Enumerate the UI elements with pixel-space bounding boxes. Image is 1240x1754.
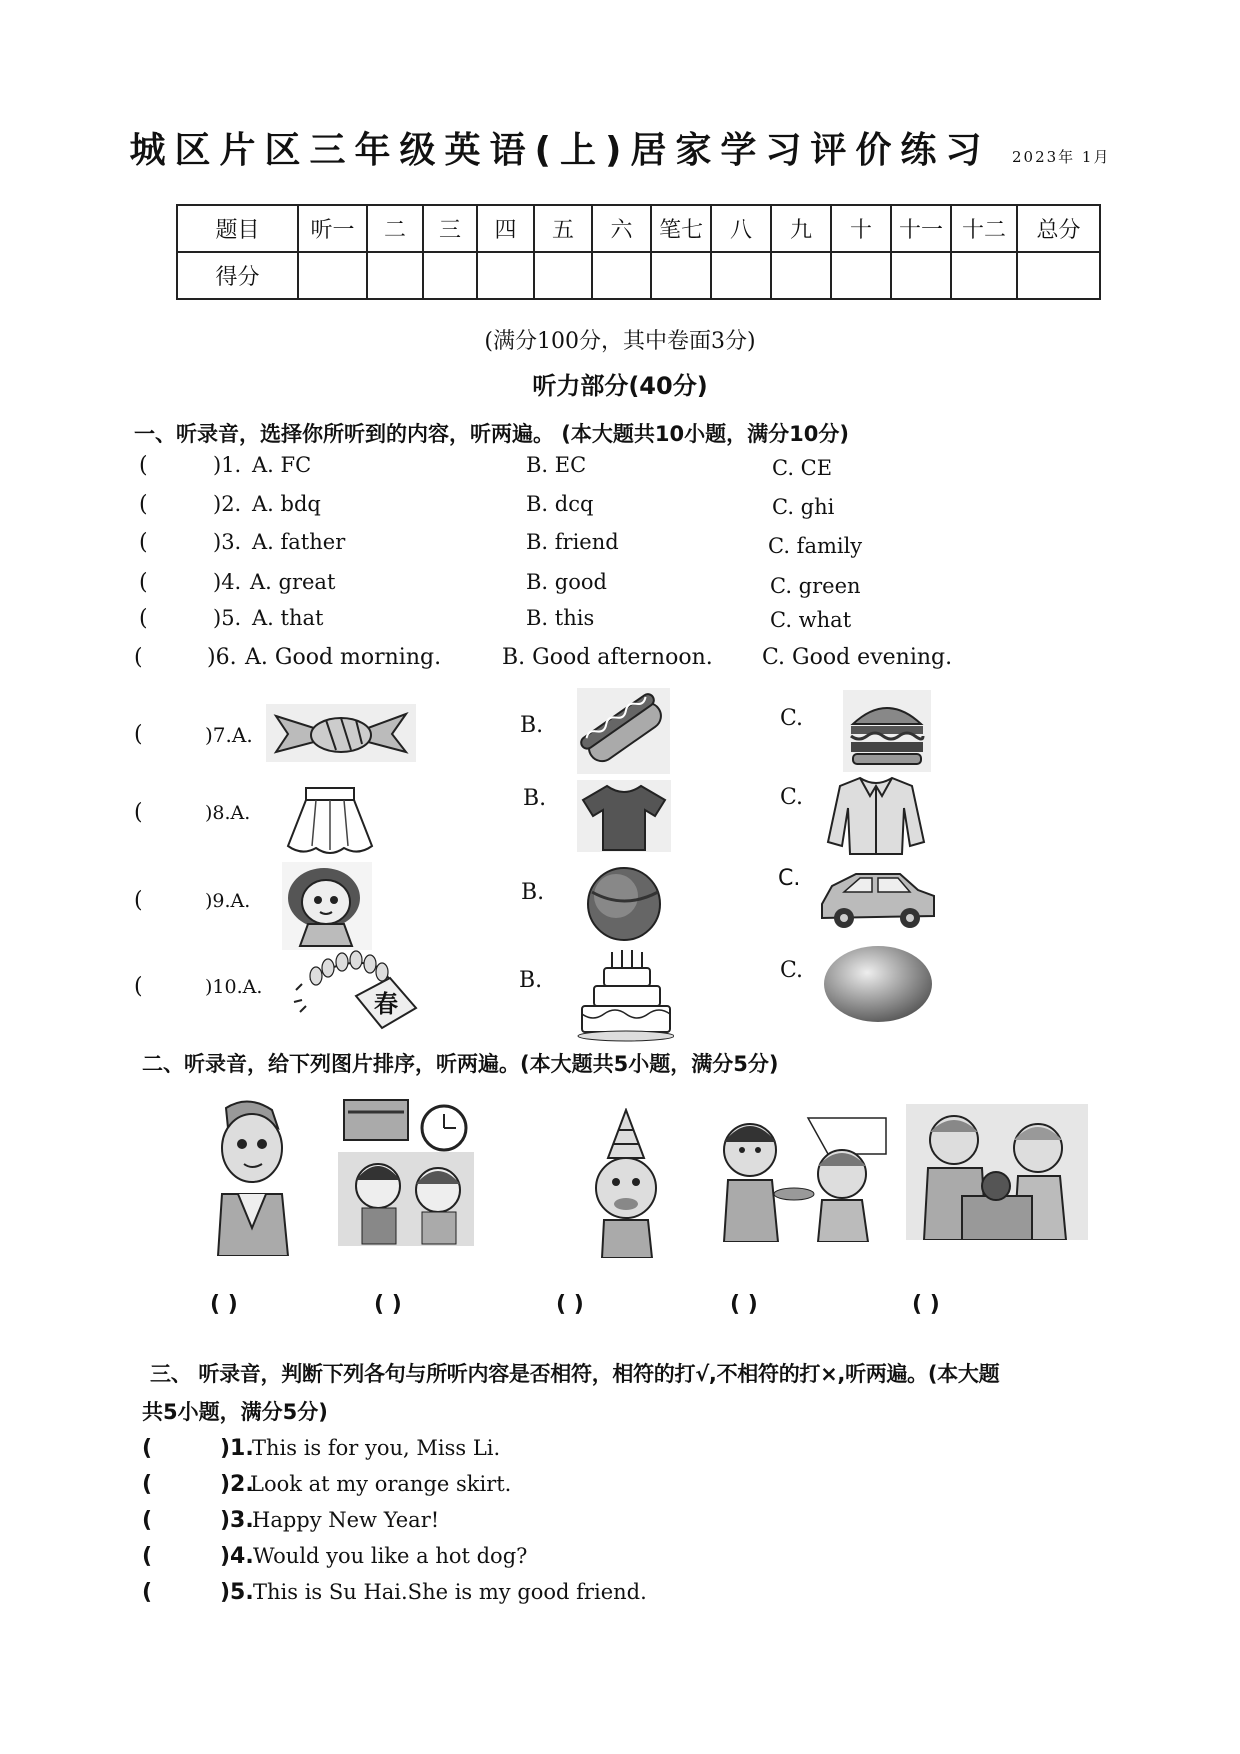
option-c-label: C. xyxy=(780,706,804,731)
answer-blank-paren[interactable]: ( xyxy=(139,606,148,631)
order-blank[interactable]: ( ) xyxy=(730,1292,758,1317)
table-header-cell: 听一 xyxy=(298,205,367,252)
answer-blank-paren[interactable]: ( xyxy=(134,645,143,670)
answer-blank-paren[interactable]: ( xyxy=(142,1544,153,1569)
table-header-cell: 十 xyxy=(831,205,891,252)
order-blank[interactable]: ( ) xyxy=(556,1292,584,1317)
option-b: B. this xyxy=(526,606,595,630)
cake-icon xyxy=(574,948,674,1042)
option-c: C. family xyxy=(768,534,863,558)
table-header-cell: 九 xyxy=(771,205,831,252)
page-title xyxy=(0,122,1240,173)
option-b-label: B. xyxy=(521,880,545,905)
section1-title: 一、听录音，选择你所听到的内容，听两遍。 (本大题共10小题，满分10分) xyxy=(134,422,849,446)
score-cell[interactable] xyxy=(831,252,891,299)
jacket-icon xyxy=(820,772,932,858)
spring-festival-icon xyxy=(290,950,420,1030)
table-header-cell: 四 xyxy=(477,205,534,252)
table-header-cell: 总分 xyxy=(1017,205,1100,252)
hot-dog-icon xyxy=(577,688,670,774)
option-c: C. Good evening. xyxy=(762,645,953,670)
item-number: )1. xyxy=(220,1436,254,1461)
option-b-label: B. xyxy=(523,786,547,811)
sharing-kids-icon xyxy=(708,1110,888,1242)
answer-blank-paren[interactable]: ( xyxy=(142,1508,153,1533)
section3-title-line1: 三、 听录音，判断下列各句与所听内容是否相符，相符的打√,不相符的打×,听两遍。(本大题 xyxy=(150,1362,1000,1386)
exam-date: 2023年 1月 xyxy=(1011,148,1111,166)
question-number: )6. xyxy=(207,645,237,670)
skirt-icon xyxy=(282,784,378,860)
section2-title: 二、听录音，给下列图片排序，听两遍。(本大题共5小题，满分5分) xyxy=(142,1052,779,1076)
option-a: A. that xyxy=(252,606,324,630)
score-row-label: 得分 xyxy=(177,252,298,299)
birthday-boy-icon xyxy=(574,1108,674,1258)
kids-clock-icon xyxy=(338,1096,474,1246)
option-c-label: C. xyxy=(780,785,804,810)
answer-blank-paren[interactable]: ( xyxy=(142,1580,153,1605)
table-header-cell: 题目 xyxy=(177,205,298,252)
question-number: )8.A. xyxy=(205,802,251,824)
doll-icon xyxy=(282,862,372,950)
car-icon xyxy=(814,860,942,938)
answer-blank-paren[interactable]: ( xyxy=(139,570,148,595)
answer-blank-paren[interactable]: ( xyxy=(139,453,148,478)
ball-icon xyxy=(572,852,672,950)
table-header-cell: 六 xyxy=(592,205,651,252)
option-c: C. ghi xyxy=(772,495,835,519)
option-b: B. Good afternoon. xyxy=(502,645,713,670)
option-a: A. FC xyxy=(252,453,312,477)
option-a: A. great xyxy=(250,570,336,594)
answer-blank-paren[interactable]: ( xyxy=(139,530,148,555)
answer-blank-paren[interactable]: ( xyxy=(139,492,148,517)
order-blank[interactable]: ( ) xyxy=(912,1292,940,1317)
girl-portrait-icon xyxy=(198,1098,298,1256)
question-number: )10.A. xyxy=(205,976,263,998)
item-number: )2. xyxy=(220,1472,254,1497)
option-b-label: B. xyxy=(519,968,543,993)
question-number: )7.A. xyxy=(205,723,253,747)
score-table-header-row xyxy=(177,205,1100,252)
item-text: This is for you, Miss Li. xyxy=(252,1436,501,1460)
option-b: B. friend xyxy=(526,530,619,554)
score-cell[interactable] xyxy=(891,252,951,299)
answer-blank-paren[interactable]: ( xyxy=(134,722,143,747)
option-a: A. father xyxy=(252,530,346,554)
option-c: C. what xyxy=(770,608,852,632)
question-number: )9.A. xyxy=(205,890,251,912)
option-a: A. bdq xyxy=(252,492,321,516)
question-number: )4. xyxy=(213,570,242,594)
option-b: B. EC xyxy=(526,453,587,477)
table-header-cell: 二 xyxy=(367,205,423,252)
table-header-cell: 八 xyxy=(711,205,771,252)
option-b-label: B. xyxy=(520,713,544,738)
score-cell[interactable] xyxy=(651,252,711,299)
score-table-score-row xyxy=(177,252,1100,299)
table-header-cell: 十二 xyxy=(951,205,1017,252)
listening-part-title: 听力部分(40分) xyxy=(532,372,708,400)
option-c: C. green xyxy=(770,574,861,598)
item-number: )3. xyxy=(220,1508,254,1533)
option-c-label: C. xyxy=(780,958,804,983)
score-cell[interactable] xyxy=(477,252,534,299)
item-text: Happy New Year! xyxy=(252,1508,440,1532)
score-cell[interactable] xyxy=(711,252,771,299)
option-c-label: C. xyxy=(778,866,801,891)
option-b: B. good xyxy=(526,570,607,594)
score-cell[interactable] xyxy=(298,252,367,299)
candy-icon xyxy=(266,704,416,762)
table-header-cell: 十一 xyxy=(891,205,951,252)
table-header-cell: 三 xyxy=(423,205,477,252)
item-text: Would you like a hot dog? xyxy=(253,1544,528,1568)
t-shirt-icon xyxy=(577,780,671,854)
item-text: This is Su Hai.She is my good friend. xyxy=(253,1580,647,1604)
score-cell[interactable] xyxy=(1017,252,1100,299)
question-number: )1. xyxy=(213,453,242,477)
table-header-cell: 笔七 xyxy=(651,205,711,252)
answer-blank-paren[interactable]: ( xyxy=(134,974,143,999)
section3-title-line2: 共5小题，满分5分) xyxy=(142,1400,328,1424)
question-number: )3. xyxy=(213,530,242,554)
order-blank[interactable]: ( ) xyxy=(210,1292,238,1317)
question-number: )5. xyxy=(213,606,242,630)
table-header-cell: 五 xyxy=(534,205,592,252)
family-gift-icon xyxy=(906,1104,1088,1240)
option-b: B. dcq xyxy=(526,492,594,516)
score-cell[interactable] xyxy=(423,252,477,299)
score-cell[interactable] xyxy=(367,252,423,299)
answer-blank-paren[interactable]: ( xyxy=(134,888,143,913)
answer-blank-paren[interactable]: ( xyxy=(142,1436,153,1461)
answer-blank-paren[interactable]: ( xyxy=(142,1472,153,1497)
item-number: )5. xyxy=(220,1580,254,1605)
score-cell[interactable] xyxy=(771,252,831,299)
order-blank[interactable]: ( ) xyxy=(374,1292,402,1317)
score-cell[interactable] xyxy=(951,252,1017,299)
full-mark-note: (满分100分，其中卷面3分) xyxy=(484,329,756,354)
spring-character: 春 xyxy=(374,990,398,1018)
item-text: Look at my orange skirt. xyxy=(250,1472,512,1496)
question-number: )2. xyxy=(213,492,242,516)
score-cell[interactable] xyxy=(592,252,651,299)
item-number: )4. xyxy=(220,1544,254,1569)
hamburger-icon xyxy=(843,690,931,772)
option-c: C. CE xyxy=(772,456,833,480)
title-text: 城区片区三年级英语(上)居家学习评价练习 xyxy=(129,130,991,171)
answer-blank-paren[interactable]: ( xyxy=(134,800,143,825)
score-table xyxy=(176,204,1101,300)
score-cell[interactable] xyxy=(534,252,592,299)
egg-icon xyxy=(814,938,942,1028)
option-a: A. Good morning. xyxy=(245,645,442,670)
